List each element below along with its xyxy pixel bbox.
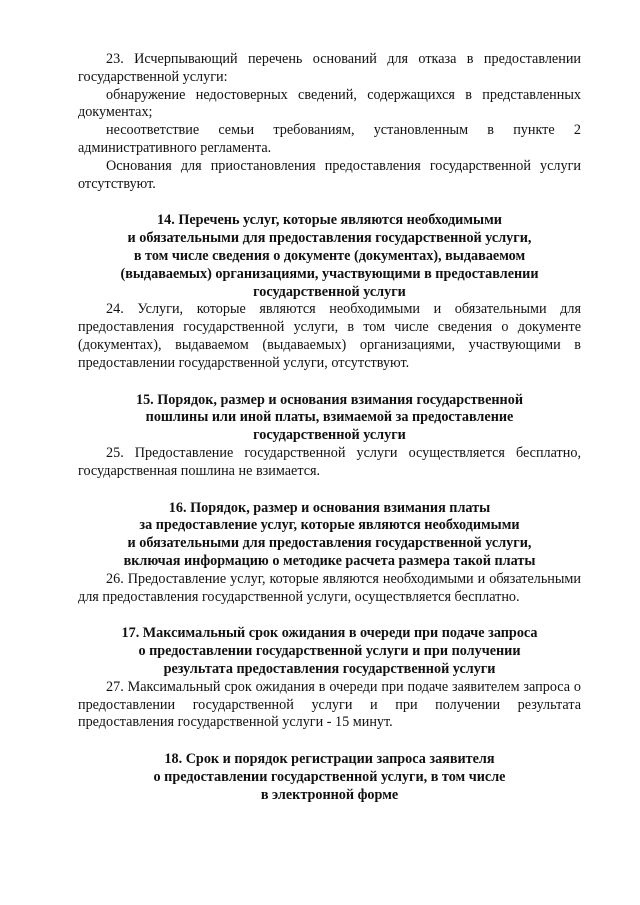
heading-line: государственной услуги	[253, 283, 406, 300]
heading-line: включая информацию о методике расчета размера такой платы	[123, 552, 536, 569]
heading-line: о предоставлении государственной услуги и при получении	[138, 643, 521, 660]
paragraph-25: 25. Предоставление государственной услуги осуществляется бесплатно, государственная пошлина не взимается.	[78, 444, 581, 479]
heading-line: 16. Порядок, размер и основания взимания платы	[168, 499, 491, 516]
heading-line: 14. Перечень услуг, которые являются необходимыми	[157, 212, 502, 229]
heading-line: в том числе сведения о документе (документах), выдаваемом	[133, 247, 526, 264]
heading-line: государственной услуги	[253, 427, 406, 444]
heading-line: 15. Порядок, размер и основания взимания государственной	[135, 391, 524, 408]
heading-line: за предоставление услуг, которые являются необходимыми	[139, 517, 520, 534]
paragraph-23-item-2: несоответствие семьи требованиям, установленным в пункте 2 административного регламента.	[78, 122, 581, 156]
paragraph-26: 26. Предоставление услуг, которые являются необходимыми и обязательными для предоставления государственной услуги, осуществляется бесплатно.	[78, 570, 581, 605]
section-18-heading	[78, 751, 581, 804]
heading-line: о предоставлении государственной услуги, в том числе	[153, 768, 506, 785]
heading-line: 17. Максимальный срок ожидания в очереди при подаче запроса	[121, 625, 538, 642]
section-16-heading	[78, 500, 581, 571]
heading-line: и обязательными для предоставления государственной услуги,	[127, 230, 532, 247]
paragraph-23-intro: 23. Исчерпывающий перечень оснований для отказа в предоставлении государственной услуги:	[78, 51, 581, 85]
paragraph-23-suspension: Основания для приостановления предоставления государственной услуги отсутствуют.	[78, 157, 581, 192]
paragraph-23-item-1: обнаружение недостоверных сведений, содержащихся в представленных документах;	[78, 86, 581, 121]
heading-line: в электронной форме	[260, 786, 399, 803]
paragraph-24: 24. Услуги, которые являются необходимыми и обязательными для предоставления государственной услуги, в том числе сведения о документе (документах), выдаваемом (выдаваемых) организациями, участвующими в предоставлении государственной услуги, отсутствуют.	[78, 301, 581, 371]
section-15-heading	[78, 392, 581, 445]
section-14-heading	[78, 212, 581, 301]
document-body	[78, 51, 581, 804]
heading-line: и обязательными для предоставления государственной услуги,	[127, 535, 532, 552]
heading-line: пошлины или иной платы, взимаемой за предоставление	[145, 409, 514, 426]
heading-line: результата предоставления государственной услуги	[163, 660, 496, 677]
heading-line: 18. Срок и порядок регистрации запроса заявителя	[164, 751, 495, 768]
section-17-heading	[78, 625, 581, 678]
paragraph-27: 27. Максимальный срок ожидания в очереди при подаче заявителем запроса о предоставлении государственной услуги и при получении результата предоставления государственной услуги - 15 минут.	[78, 678, 581, 731]
heading-line: (выдаваемых) организациями, участвующими в предоставлении	[120, 265, 539, 282]
